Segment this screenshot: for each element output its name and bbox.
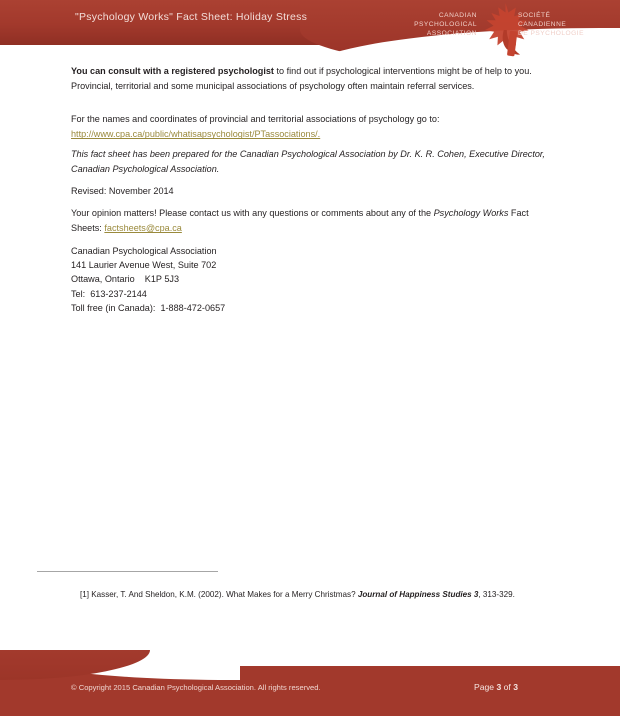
pt-associations-link[interactable]: http://www.cpa.ca/public/whatisapsychologist/PTassociations/.: [71, 129, 321, 140]
footnote-text-a: Kasser, T. And Sheldon, K.M. (2002). What Makes for a Merry Christmas?: [91, 590, 358, 599]
paragraph-associations: [71, 112, 555, 143]
address-line-organization: Canadian Psychological Association: [71, 246, 217, 256]
paragraph-prepared-by: This fact sheet has been prepared for the Canadian Psychological Association by Dr. K. R. Cohen, Executive Director, Canadian Psychological Association.: [71, 149, 545, 175]
page-prefix: Page: [474, 682, 497, 692]
logo-fr-line3: DE PSYCHOLOGIE: [518, 30, 584, 38]
paragraph-associations-text: For the names and coordinates of provincial and territorial associations of psychology go to:: [71, 114, 440, 124]
page-total: 3: [513, 682, 518, 692]
page-middle: of: [501, 682, 514, 692]
paragraph-consult-lead: You can consult with a registered psychologist: [71, 66, 274, 76]
footnote-journal: Journal of Happiness Studies 3: [357, 590, 479, 599]
page-title: "Psychology Works" Fact Sheet: Holiday Stress: [75, 11, 308, 23]
logo-fr-line1: SOCIÉTÉ: [518, 12, 551, 19]
factsheets-email-link[interactable]: factsheets@cpa.ca: [104, 223, 182, 234]
logo-text-french: [518, 11, 618, 39]
footnote-text-b: , 313-329.: [478, 590, 515, 599]
footnote-separator: [37, 571, 218, 572]
address-line-telephone: Tel: 613-237-2144: [71, 289, 147, 299]
address-line-tollfree: Toll free (in Canada): 1-888-472-0657: [71, 303, 226, 313]
footnote-marker: [1]: [80, 590, 92, 599]
paragraph-consult: [71, 64, 555, 95]
paragraph-consult-rest: to find out if psychological interventions might be of help to you. Provincial, territorial and some municipal associations of psychology often maintain referral services.: [71, 66, 532, 92]
footer-curve-fill: [0, 650, 150, 680]
logo-en-line2: PSYCHOLOGICAL: [414, 21, 477, 29]
paragraph-opinion-b: Fact Sheets:: [71, 208, 529, 234]
page-current: 3: [496, 682, 502, 692]
logo-en-line1: CANADIAN: [438, 12, 477, 19]
logo-en-line3: ASSOCIATION: [426, 30, 477, 38]
footer-curve-cutout: [0, 650, 240, 680]
address-line-city: Ottawa, Ontario K1P 5J3: [71, 274, 180, 284]
footnote-citation: [71, 589, 541, 602]
paragraph-opinion-series: Psychology Works: [433, 208, 509, 218]
footer-copyright: © Copyright 2015 Canadian Psychological Association. All rights reserved.: [71, 683, 321, 692]
page-header: [0, 0, 620, 70]
revised-date: Revised: November 2014: [71, 186, 174, 196]
logo-text-english: [385, 11, 477, 39]
address-line-street: 141 Laurier Avenue West, Suite 702: [71, 260, 217, 270]
logo-fr-line2: CANADIENNE: [518, 21, 567, 29]
paragraph-opinion-a: Your opinion matters! Please contact us with any questions or comments about any of the: [71, 208, 434, 218]
cpa-logo: [385, 11, 620, 57]
paragraph-opinion: [71, 206, 555, 237]
footer-page-number: [474, 682, 518, 692]
